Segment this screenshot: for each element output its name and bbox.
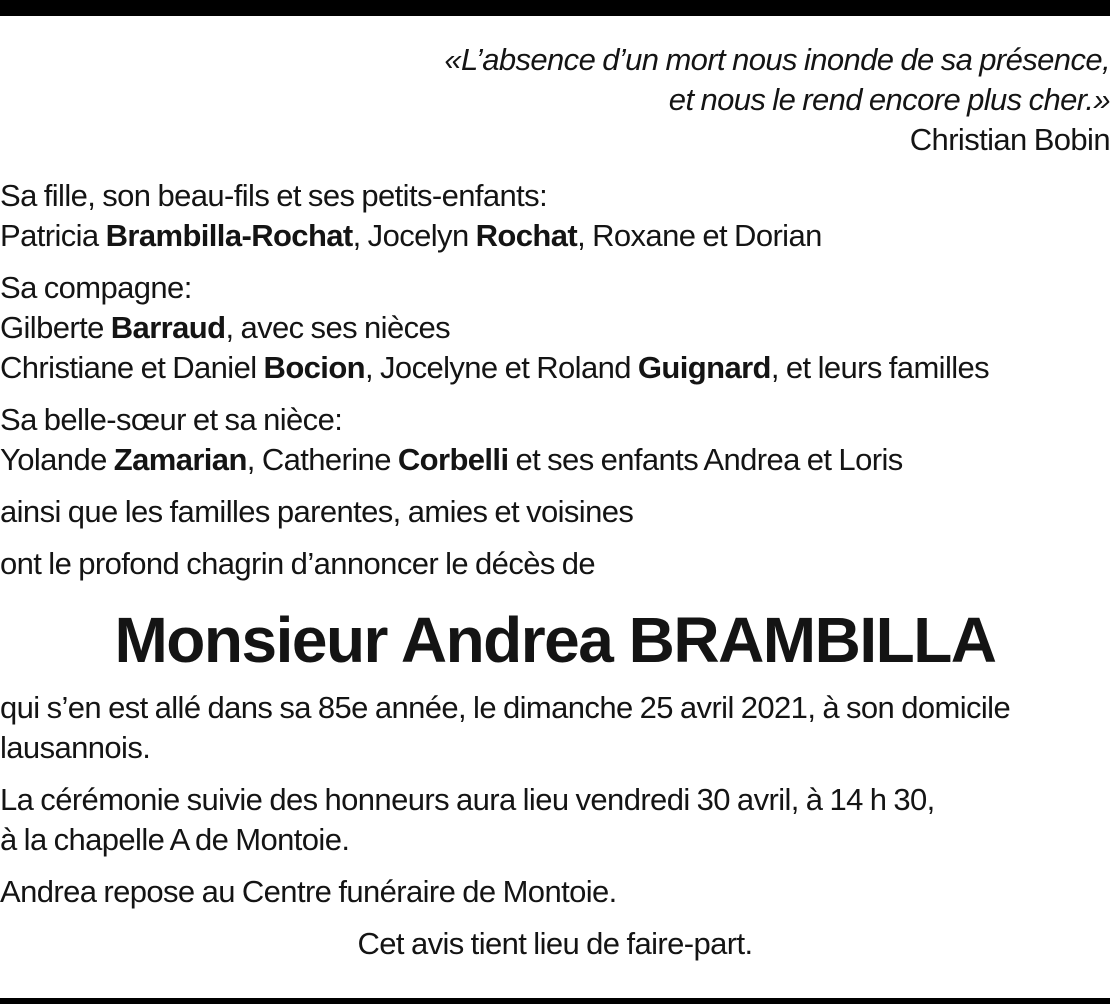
death-details-line-2: lausannois. xyxy=(0,730,151,765)
name-text: Christiane et Daniel xyxy=(0,350,264,385)
top-rule xyxy=(0,0,1110,16)
ceremony-details xyxy=(0,780,1110,860)
death-details xyxy=(0,688,1110,768)
surname: Corbelli xyxy=(397,442,509,477)
resting-place: Andrea repose au Centre funéraire de Montoie. xyxy=(0,874,617,909)
ceremony-details-line-1: La cérémonie suivie des honneurs aura lieu vendredi 30 avril, à 14 h 30, xyxy=(0,782,935,817)
family-names-daughter xyxy=(0,216,1110,256)
name-text: Patricia xyxy=(0,218,106,253)
family-heading-daughter: Sa fille, son beau-fils et ses petits-enfants: xyxy=(0,178,548,213)
quote-line-1: «L’absence d’un mort nous inonde de sa présence, xyxy=(444,42,1110,77)
ceremony-details-line-2: à la chapelle A de Montoie. xyxy=(0,822,350,857)
name-text: Gilberte xyxy=(0,310,111,345)
name-text: et ses enfants Andrea et Loris xyxy=(508,442,903,477)
name-text: , Jocelyne et Roland xyxy=(365,350,638,385)
other-families: ainsi que les familles parentes, amies et voisines xyxy=(0,494,634,529)
quote-line-2: et nous le rend encore plus cher.» xyxy=(668,82,1110,117)
name-text: , et leurs familles xyxy=(770,350,990,385)
surname: Bocion xyxy=(263,350,365,385)
family-group-sister-in-law xyxy=(0,400,1110,480)
name-text: , Jocelyn xyxy=(352,218,476,253)
surname: Rochat xyxy=(475,218,578,253)
name-text: , avec ses nièces xyxy=(225,310,451,345)
surname: Brambilla-Rochat xyxy=(105,218,353,253)
obituary-notice xyxy=(0,40,1110,964)
notice-statement: Cet avis tient lieu de faire-part. xyxy=(357,926,753,961)
family-names-companion-2 xyxy=(0,348,1110,388)
name-text: , Catherine xyxy=(246,442,398,477)
surname: Guignard xyxy=(637,350,771,385)
deceased-name: Monsieur Andrea BRAMBILLA xyxy=(114,604,996,676)
surname: Zamarian xyxy=(113,442,247,477)
death-details-line-1: qui s’en est allé dans sa 85e année, le dimanche 25 avril 2021, à son domicile xyxy=(0,690,1011,725)
family-names-companion-1 xyxy=(0,308,1110,348)
name-text: , Roxane et Dorian xyxy=(577,218,822,253)
epigraph-quote xyxy=(0,40,1110,160)
family-group-daughter xyxy=(0,176,1110,256)
announcement-line: ont le profond chagrin d’annoncer le décès de xyxy=(0,546,596,581)
family-names-sister-in-law xyxy=(0,440,1110,480)
surname: Barraud xyxy=(110,310,226,345)
quote-author: Christian Bobin xyxy=(909,122,1110,157)
family-heading-companion: Sa compagne: xyxy=(0,270,192,305)
family-heading-sister-in-law: Sa belle-sœur et sa nièce: xyxy=(0,402,343,437)
name-text: Yolande xyxy=(0,442,114,477)
bottom-rule xyxy=(0,998,1110,1004)
family-group-companion xyxy=(0,268,1110,388)
